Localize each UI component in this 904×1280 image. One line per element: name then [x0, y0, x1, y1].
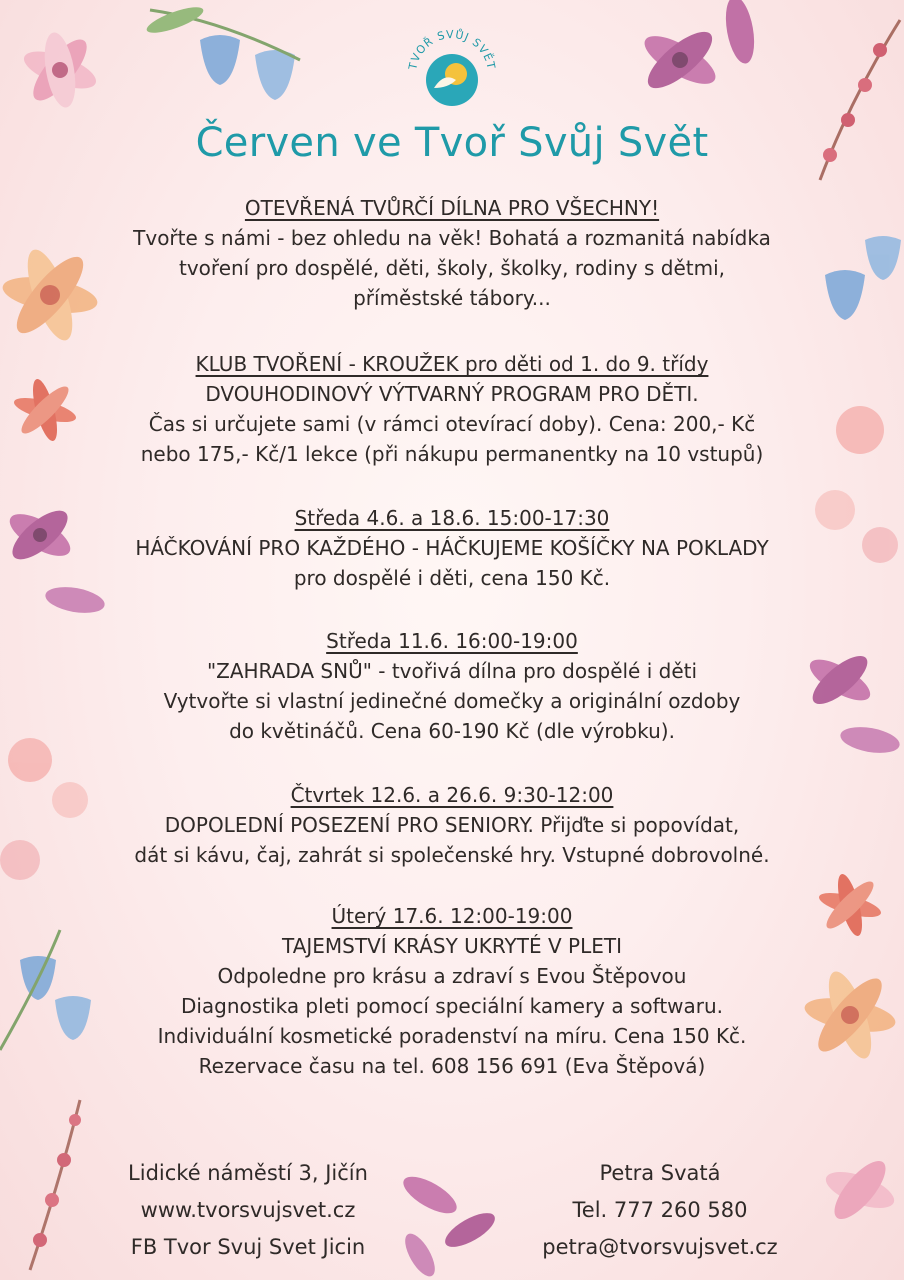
facebook-text: FB Tvor Svuj Svet Jicin — [130, 1235, 366, 1259]
address-text: Lidické náměstí 3, Jičín — [128, 1161, 368, 1185]
section-line: tvoření pro dospělé, děti, školy, školky, rodiny s dětmi, — [179, 256, 725, 280]
section-line: dát si kávu, čaj, zahrát si společenské hry. Vstupné dobrovolné. — [134, 843, 770, 867]
section-heading: OTEVŘENÁ TVŮRČÍ DÍLNA PRO VŠECHNY! — [244, 196, 660, 220]
contact-phone: Tel. 777 260 580 — [572, 1198, 748, 1222]
section-line: do květináčů. Cena 60-190 Kč (dle výrobku). — [229, 719, 675, 743]
section-line: Diagnostika pleti pomocí speciální kamery a softwaru. — [180, 994, 724, 1018]
section-club — [80, 349, 824, 469]
section-heading: Čtvrtek 12.6. a 26.6. 9:30-12:00 — [290, 783, 614, 807]
logo-text: TVOŘ SVŮJ SVĚT — [406, 27, 498, 71]
section-crochet — [80, 503, 824, 593]
section-line: Tvořte s námi - bez ohledu na věk! Bohatá a rozmanitá nabídka — [133, 226, 771, 250]
section-open-workshop — [80, 193, 824, 313]
section-line: nebo 175,- Kč/1 lekce (při nákupu permanentky na 10 vstupů) — [140, 442, 764, 466]
section-skin-beauty — [80, 901, 824, 1081]
section-line: Čas si určujete sami (v rámci otevírací doby). Cena: 200,- Kč — [148, 412, 756, 436]
section-line: DVOUHODINOVÝ VÝTVARNÝ PROGRAM PRO DĚTI. — [205, 382, 699, 406]
section-line: Vytvořte si vlastní jedinečné domečky a originální ozdoby — [163, 689, 741, 713]
section-heading: Úterý 17.6. 12:00-19:00 — [331, 904, 573, 928]
section-line: Odpoledne pro krásu a zdraví s Evou Štěpovou — [217, 964, 687, 988]
website-link[interactable]: www.tvorsvujsvet.cz — [140, 1198, 356, 1222]
contact-email-link[interactable]: petra@tvorsvujsvet.cz — [542, 1235, 778, 1259]
section-line: pro dospělé i děti, cena 150 Kč. — [293, 566, 611, 590]
section-line: DOPOLEDNÍ POSEZENÍ PRO SENIORY. Přijďte si popovídat, — [164, 813, 740, 837]
page-title: Červen ve Tvoř Svůj Svět — [195, 120, 709, 166]
section-heading: Středa 4.6. a 18.6. 15:00-17:30 — [294, 506, 610, 530]
section-line: příměstské tábory... — [353, 286, 551, 310]
section-line: Individuální kosmetické poradenství na míru. Cena 150 Kč. — [157, 1024, 747, 1048]
section-line: TAJEMSTVÍ KRÁSY UKRYTÉ V PLETI — [282, 934, 622, 958]
contact-name: Petra Svatá — [599, 1161, 721, 1185]
section-dream-garden — [80, 626, 824, 746]
section-seniors — [80, 780, 824, 870]
footer-contact — [520, 1155, 800, 1266]
section-line: Rezervace času na tel. 608 156 691 (Eva Štěpová) — [198, 1054, 706, 1078]
section-line: "ZAHRADA SNŮ" - tvořivá dílna pro dospělé i děti — [206, 659, 698, 683]
section-heading: Středa 11.6. 16:00-19:00 — [326, 629, 578, 653]
section-line: HÁČKOVÁNÍ PRO KAŽDÉHO - HÁČKUJEME KOŠÍČKY NA POKLADY — [135, 536, 769, 560]
footer-address — [98, 1155, 398, 1266]
flyer-content — [80, 0, 824, 1280]
section-heading: KLUB TVOŘENÍ - KROUŽEK pro děti od 1. do 9. třídy — [195, 352, 709, 376]
